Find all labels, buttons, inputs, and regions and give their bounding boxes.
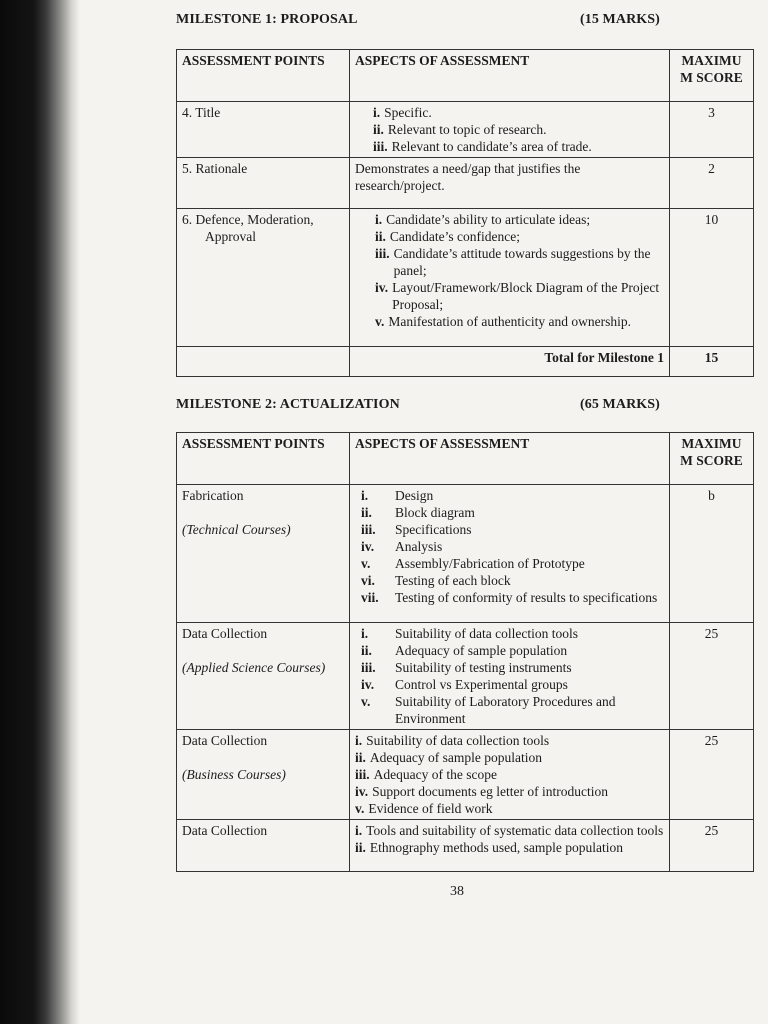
list-item: i. Specific.: [373, 105, 432, 120]
list-item: ii. Relevant to topic of research.: [373, 122, 547, 137]
list-item: ii. Candidate’s confidence;: [375, 229, 520, 244]
list-item: ii. Ethnography methods used, sample population: [355, 840, 623, 855]
list-item: i. Suitability of data collection tools: [361, 626, 578, 641]
list-item: ii. Adequacy of sample population: [355, 750, 542, 765]
aspects-cell: [350, 730, 670, 820]
assessment-point: Data Collection (Business Courses): [177, 730, 350, 820]
list-item: iii. Suitability of testing instruments: [361, 660, 572, 675]
page-number: 38: [450, 884, 464, 899]
milestone1-marks: (15 MARKS): [580, 12, 660, 27]
assessment-point: 5. Rationale: [177, 158, 350, 209]
list-item: ii. Block diagram: [361, 505, 475, 520]
list-item: iii. Adequacy of the scope: [355, 767, 497, 782]
table-row: [177, 820, 754, 872]
max-score: 2: [670, 158, 754, 209]
assessment-point: Fabrication (Technical Courses): [177, 485, 350, 623]
milestone2-marks: (65 MARKS): [580, 397, 660, 412]
list-item: vii. Testing of conformity of results to specifications: [361, 590, 658, 605]
list-item: v. Suitability of Laboratory Procedures and Environment: [361, 694, 616, 726]
milestone2-title: MILESTONE 2: ACTUALIZATION: [176, 397, 400, 412]
course-type: (Applied Science Courses): [182, 660, 326, 675]
max-score: 10: [670, 209, 754, 347]
aspects-cell: [350, 623, 670, 730]
milestone1-table: [176, 49, 754, 377]
empty-cell: [177, 347, 350, 377]
list-item: iv. Layout/Framework/Block Diagram of the Project Proposal;: [375, 280, 660, 312]
total-label: Total for Milestone 1: [350, 347, 670, 377]
aspects-cell: [350, 485, 670, 623]
milestone2-table: [176, 432, 754, 872]
list-item: i. Tools and suitability of systematic data collection tools: [355, 823, 664, 838]
list-item: vi. Testing of each block: [361, 573, 511, 588]
list-item: i. Design: [361, 488, 434, 503]
aspects-cell: [350, 820, 670, 872]
list-item: iii. Relevant to candidate’s area of trade.: [373, 139, 592, 154]
table-row: [177, 730, 754, 820]
list-item: i. Suitability of data collection tools: [355, 733, 550, 748]
table-row: [177, 623, 754, 730]
total-score: 15: [670, 347, 754, 377]
max-score: 25: [670, 730, 754, 820]
max-score: 25: [670, 623, 754, 730]
assessment-point: Data Collection (Applied Science Courses): [177, 623, 350, 730]
max-score: b: [670, 485, 754, 623]
assessment-point: Data Collection: [177, 820, 350, 872]
total-row: [177, 347, 754, 377]
list-item: v. Evidence of field work: [355, 801, 493, 816]
table-row: [177, 485, 754, 623]
table-row: [177, 158, 754, 209]
header-max-score: MAXIMU M SCORE: [670, 50, 754, 102]
list-item: ii. Adequacy of sample population: [361, 643, 568, 658]
assessment-point: 4. Title: [177, 102, 350, 158]
list-item: v. Manifestation of authenticity and ownership.: [375, 314, 631, 329]
list-item: iv. Analysis: [361, 539, 443, 554]
assessment-point: 6. Defence, Moderation, Approval: [177, 209, 350, 347]
header-aspects: ASPECTS OF ASSESSMENT: [350, 50, 670, 102]
header-aspects: ASPECTS OF ASSESSMENT: [350, 433, 670, 485]
list-item: iv. Support documents eg letter of introduction: [355, 784, 608, 799]
course-type: (Business Courses): [182, 767, 286, 782]
table-row: [177, 102, 754, 158]
table-row: [177, 209, 754, 347]
list-item: iii. Specifications: [361, 522, 472, 537]
max-score: 3: [670, 102, 754, 158]
aspects-cell: [350, 102, 670, 158]
aspects-cell: [350, 209, 670, 347]
course-type: (Technical Courses): [182, 522, 291, 537]
list-item: iv. Control vs Experimental groups: [361, 677, 568, 692]
header-max-score: MAXIMU M SCORE: [670, 433, 754, 485]
header-assessment-points: ASSESSMENT POINTS: [177, 433, 350, 485]
list-item: iii. Candidate’s attitude towards suggestions by the panel;: [375, 246, 651, 278]
header-assessment-points: ASSESSMENT POINTS: [177, 50, 350, 102]
list-item: v. Assembly/Fabrication of Prototype: [361, 556, 585, 571]
list-item: i. Candidate’s ability to articulate ideas;: [375, 212, 591, 227]
milestone1-title: MILESTONE 1: PROPOSAL: [176, 12, 358, 27]
max-score: 25: [670, 820, 754, 872]
aspects-text: Demonstrates a need/gap that justifies the research/project.: [350, 158, 670, 209]
